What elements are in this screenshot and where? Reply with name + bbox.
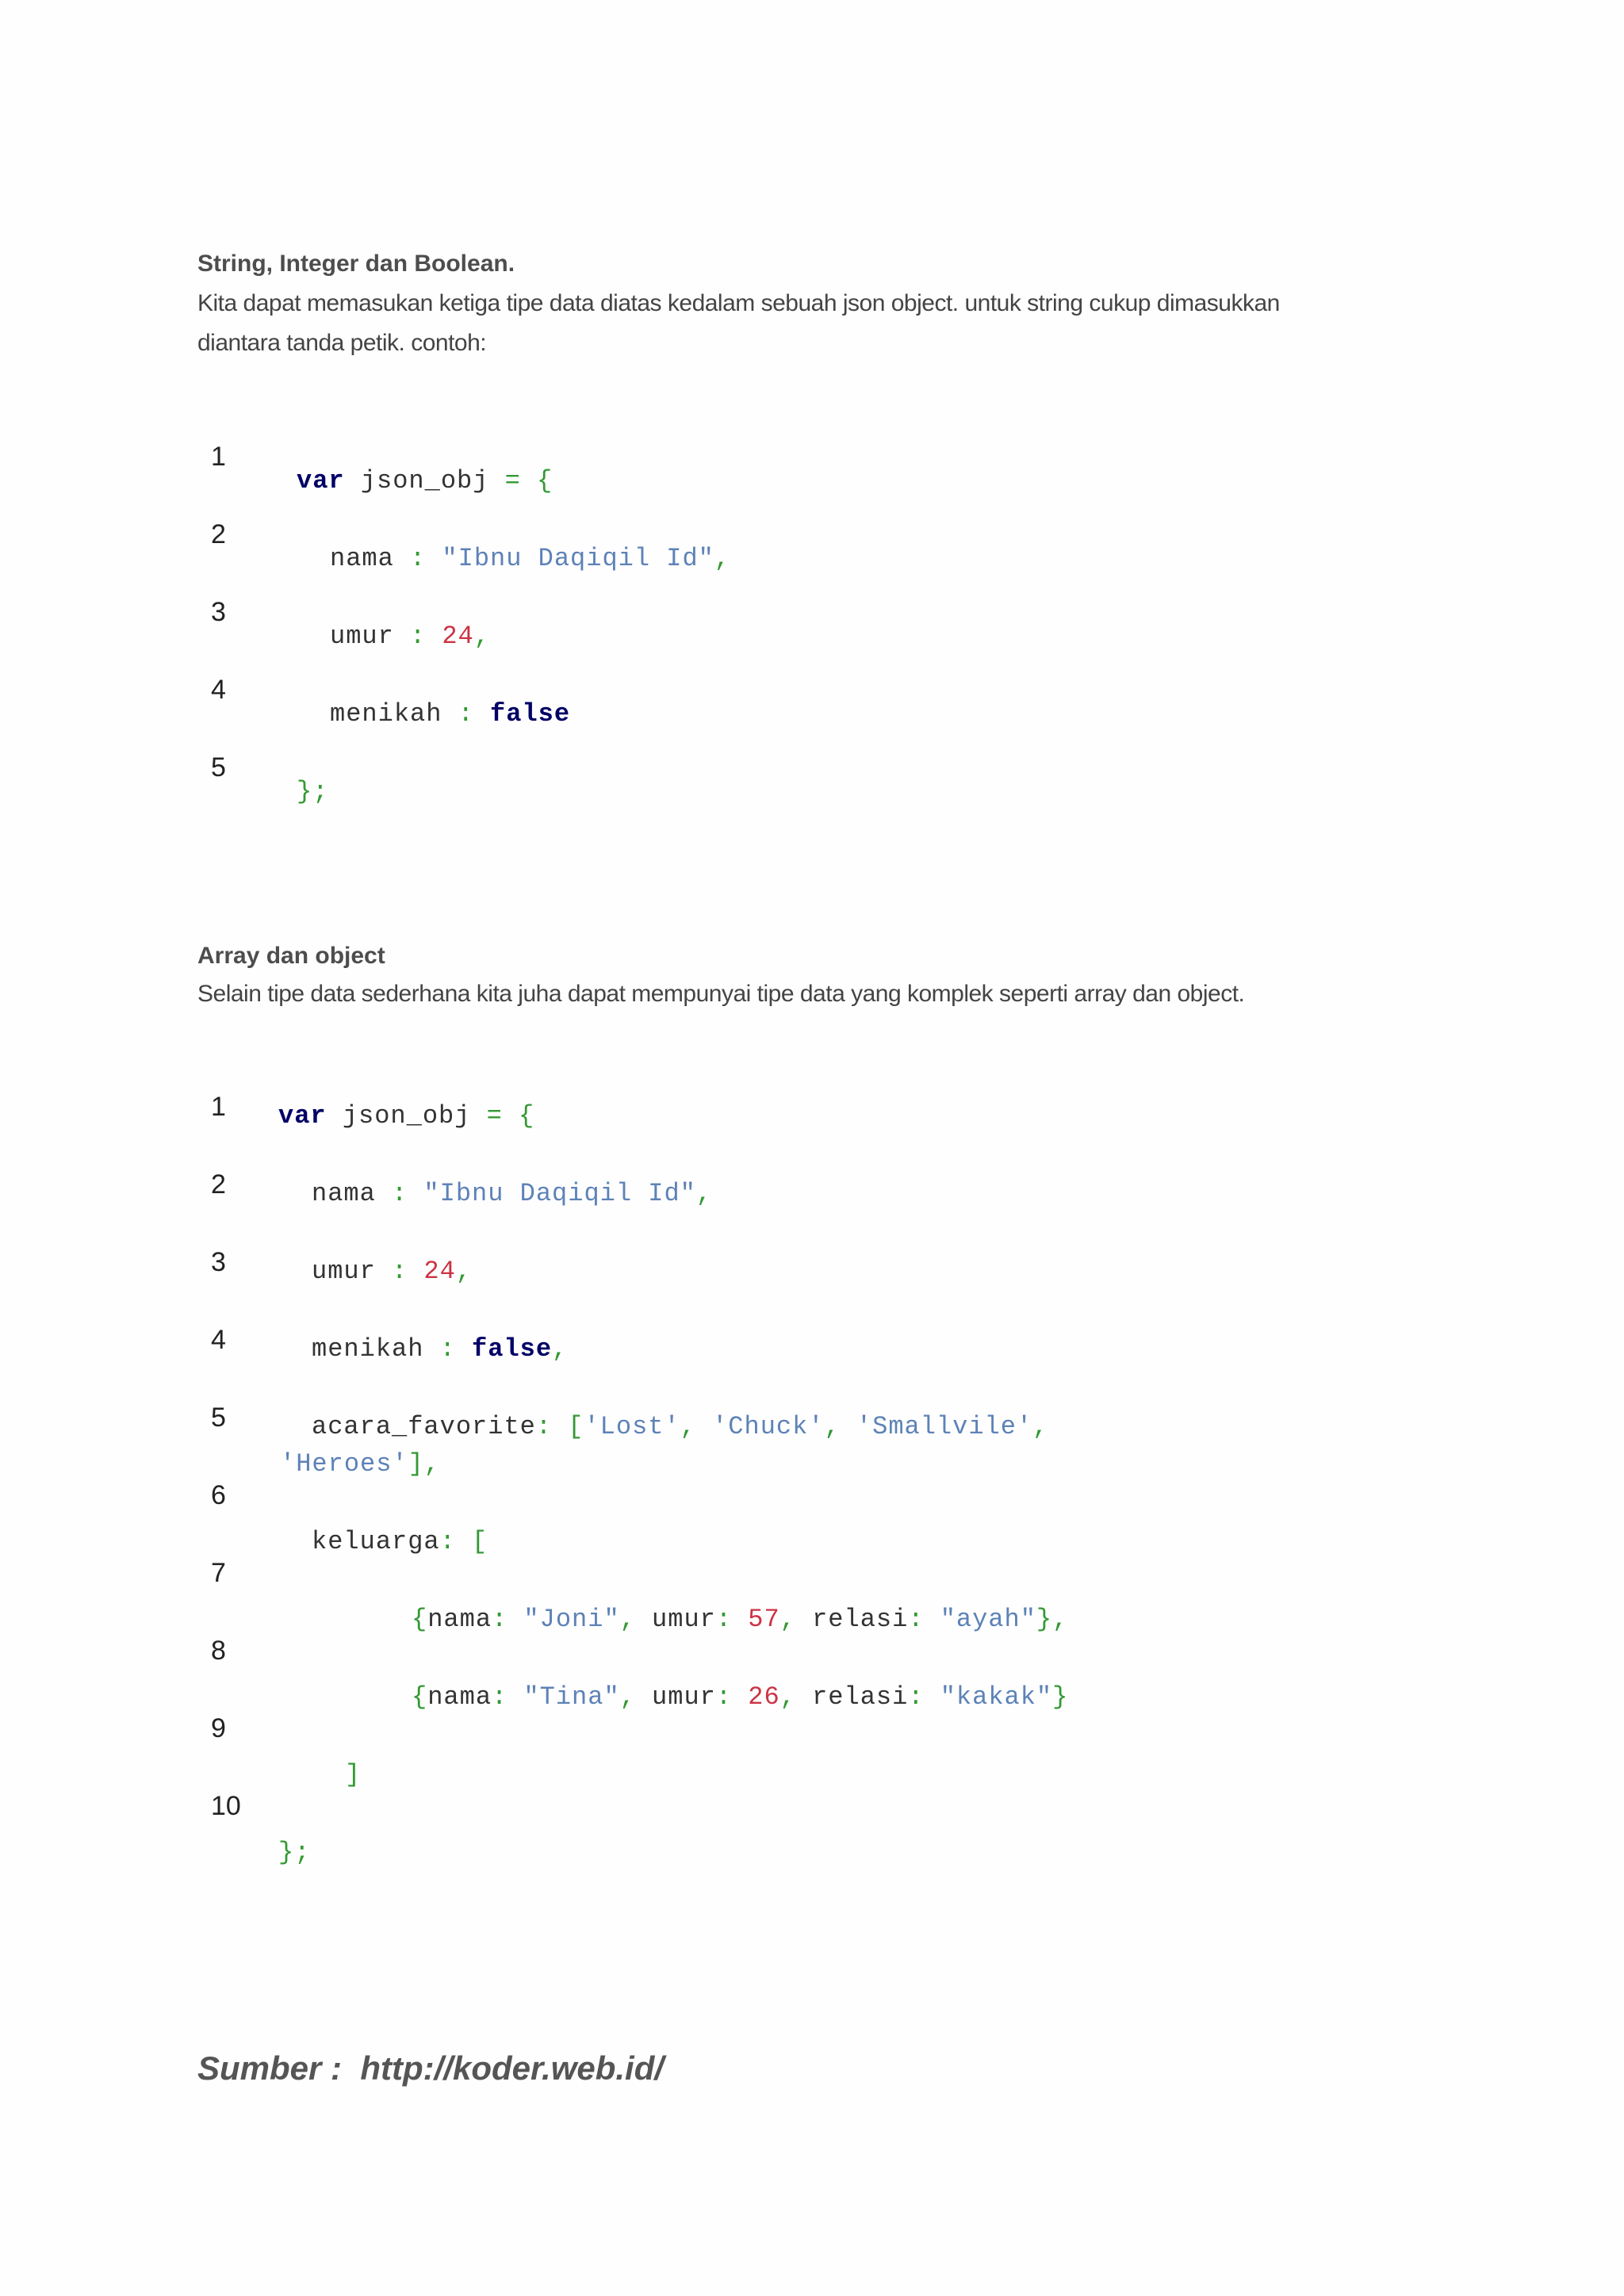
code-line: var json_obj = {: [297, 466, 553, 496]
section-paragraph-1: [197, 284, 1434, 363]
line-number: 10: [211, 1791, 241, 1821]
code-line: };: [278, 1838, 311, 1867]
line-number: 4: [211, 675, 226, 705]
code-line: keluarga: [: [312, 1527, 488, 1556]
source-url[interactable]: http://koder.web.id/: [360, 2049, 665, 2087]
line-number: 3: [211, 1247, 226, 1277]
code-line: nama : "Ibnu Daqiqil Id",: [312, 1179, 713, 1208]
line-number: 2: [211, 519, 226, 549]
paragraph-line: Kita dapat memasukan ketiga tipe data diatas kedalam sebuah json object. untuk string cukup dimasukkan: [197, 290, 1280, 316]
code-line: nama : "Ibnu Daqiqil Id",: [330, 544, 731, 573]
code-line: var json_obj = {: [278, 1101, 535, 1131]
line-number: 4: [211, 1325, 226, 1355]
line-number: 7: [211, 1558, 226, 1588]
line-number: 5: [211, 752, 226, 783]
source-label: Sumber :: [197, 2049, 343, 2087]
section-heading-string-integer-boolean: String, Integer dan Boolean.: [197, 251, 515, 277]
line-number: 6: [211, 1480, 226, 1510]
line-number: 2: [211, 1169, 226, 1200]
source-citation: [197, 2049, 664, 2087]
code-line: acara_favorite: ['Lost', 'Chuck', 'Smallvile',: [312, 1412, 1049, 1441]
line-number: 1: [211, 1092, 226, 1122]
line-number: 3: [211, 597, 226, 627]
line-number: 8: [211, 1636, 226, 1666]
line-number: 1: [211, 442, 226, 472]
code-line: ]: [345, 1760, 362, 1789]
paragraph-line: diantara tanda petik. contoh:: [197, 330, 487, 356]
paragraph-line: Selain tipe data sederhana kita juha dapat mempunyai tipe data yang komplek seperti array dan object.: [197, 981, 1245, 1007]
code-line: 'Heroes'],: [280, 1449, 441, 1479]
section-heading-array-object: Array dan object: [197, 943, 385, 969]
code-line: menikah : false: [330, 699, 571, 729]
line-number: 5: [211, 1402, 226, 1433]
line-number: 9: [211, 1713, 226, 1743]
code-line: {nama: "Joni", umur: 57, relasi: "ayah"},: [412, 1605, 1069, 1634]
code-line: menikah : false,: [312, 1334, 569, 1364]
code-line: {nama: "Tina", umur: 26, relasi: "kakak"}: [412, 1682, 1069, 1712]
code-line: umur : 24,: [312, 1257, 473, 1286]
code-line: umur : 24,: [330, 622, 491, 651]
section-paragraph-2: [197, 974, 1434, 1014]
code-line: };: [297, 777, 329, 806]
